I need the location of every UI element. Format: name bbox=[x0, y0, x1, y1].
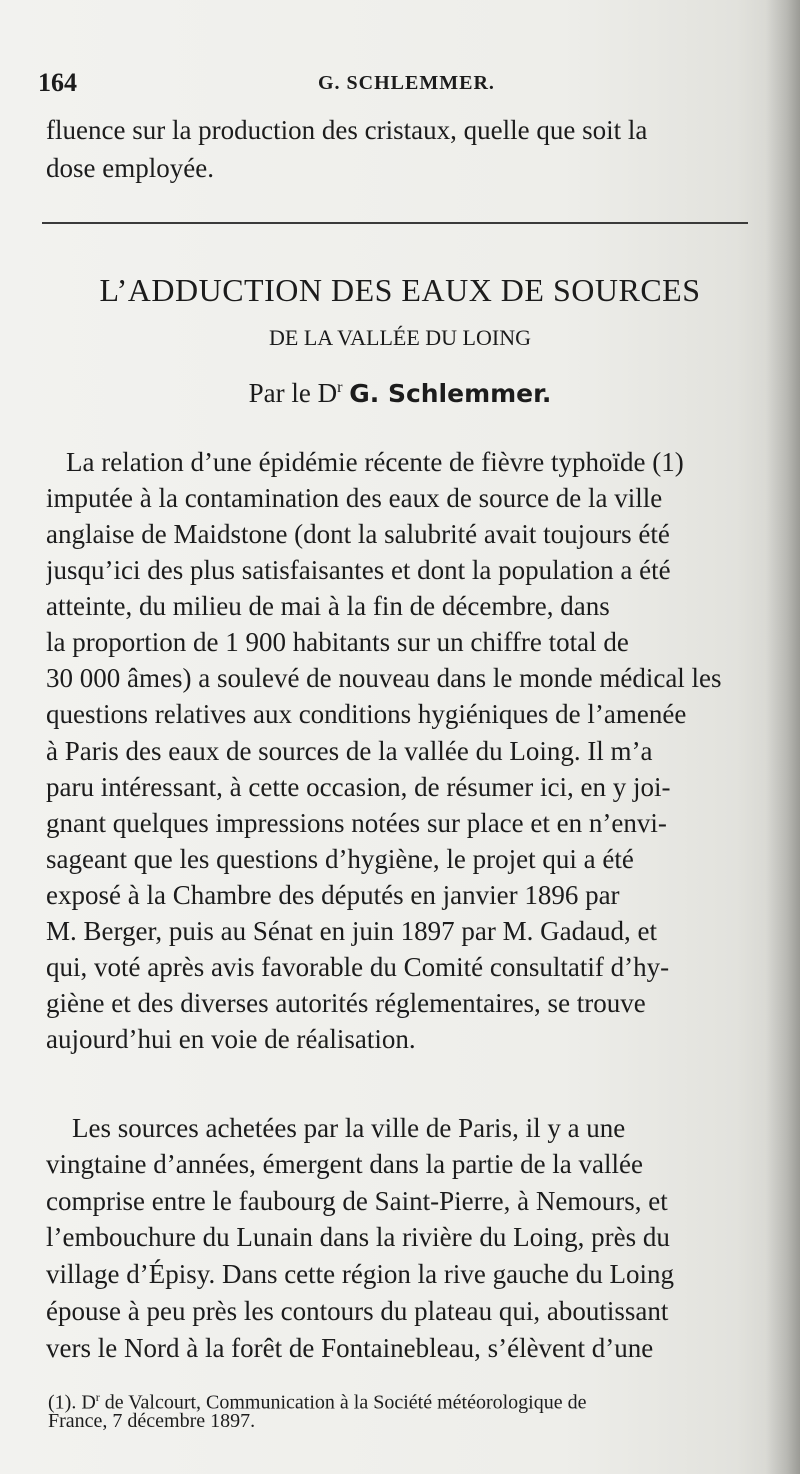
body-line: M. Berger, puis au Sénat en juin 1897 par M. Gadaud, et bbox=[46, 916, 658, 946]
body-line: épouse à peu près les contours du plateau qui, aboutissant bbox=[46, 1296, 669, 1326]
body-line: aujourd’hui en voie de réalisation. bbox=[46, 1024, 416, 1054]
article-byline bbox=[40, 378, 760, 409]
article-title: L’ADDUCTION DES EAUX DE SOURCES bbox=[99, 272, 701, 308]
body-line: jusqu’ici des plus satisfaisantes et dont la population a été bbox=[46, 555, 671, 585]
body-line: village d’Épisy. Dans cette région la rive gauche du Loing bbox=[46, 1259, 675, 1289]
footnote-text: de Valcourt, Communication à la Société météorologique de bbox=[99, 1391, 587, 1414]
byline-prefix: Par le D bbox=[248, 378, 338, 408]
body-line: giène et des diverses autorités réglementaires, se trouve bbox=[46, 988, 646, 1018]
byline-author: G. Schlemmer. bbox=[349, 379, 552, 408]
body-line: paru intéressant, à cette occasion, de résumer ici, en y joi- bbox=[46, 772, 671, 802]
running-head: G. SCHLEMMER. bbox=[318, 72, 495, 94]
continued-line: fluence sur la production des cristaux, quelle que soit la bbox=[46, 115, 648, 145]
continued-line: dose employée. bbox=[46, 153, 214, 183]
byline-superscript: r bbox=[337, 378, 343, 396]
body-line: La relation d’une épidémie récente de fièvre typhoïde (1) bbox=[66, 447, 684, 477]
body-line: imputée à la contamination des eaux de source de la ville bbox=[46, 483, 663, 513]
body-line: gnant quelques impressions notées sur place et en n’envi- bbox=[46, 808, 667, 838]
body-line: qui, voté après avis favorable du Comité consultatif d’hy- bbox=[46, 952, 670, 982]
body-line: questions relatives aux conditions hygiéniques de l’amenée bbox=[46, 699, 687, 729]
footnote-superscript: r bbox=[95, 1390, 100, 1404]
body-line: vingtaine d’années, émergent dans la partie de la vallée bbox=[46, 1149, 643, 1179]
body-line: Les sources achetées par la ville de Paris, il y a une bbox=[72, 1113, 626, 1143]
page-header bbox=[38, 68, 750, 98]
article-subtitle: DE LA VALLÉE DU LOING bbox=[269, 325, 531, 350]
body-line: à Paris des eaux de sources de la vallée du Loing. Il m’a bbox=[46, 736, 653, 766]
page-number: 164 bbox=[38, 68, 77, 97]
section-divider bbox=[42, 222, 748, 224]
body-line: vers le Nord à la forêt de Fontainebleau, s’élèvent d’une bbox=[46, 1333, 654, 1363]
footnote-prefix: (1). D bbox=[48, 1391, 96, 1414]
body-line: l’embouchure du Lunain dans la rivière du Loing, près du bbox=[46, 1222, 670, 1252]
body-line: 30 000 âmes) a soulevé de nouveau dans le monde médical les bbox=[46, 663, 722, 693]
body-line: comprise entre le faubourg de Saint-Pierre, à Nemours, et bbox=[46, 1186, 668, 1216]
body-line: anglaise de Maidstone (dont la salubrité avait toujours été bbox=[46, 519, 670, 549]
footnote-line: France, 7 décembre 1897. bbox=[48, 1410, 256, 1432]
body-line: la proportion de 1 900 habitants sur un chiffre total de bbox=[46, 627, 629, 657]
body-line: sageant que les questions d’hygiène, le projet qui a été bbox=[46, 844, 634, 874]
binding-shadow bbox=[766, 0, 800, 1474]
body-line: exposé à la Chambre des députés en janvier 1896 par bbox=[46, 880, 620, 910]
body-line: atteinte, du milieu de mai à la fin de décembre, dans bbox=[46, 591, 610, 621]
